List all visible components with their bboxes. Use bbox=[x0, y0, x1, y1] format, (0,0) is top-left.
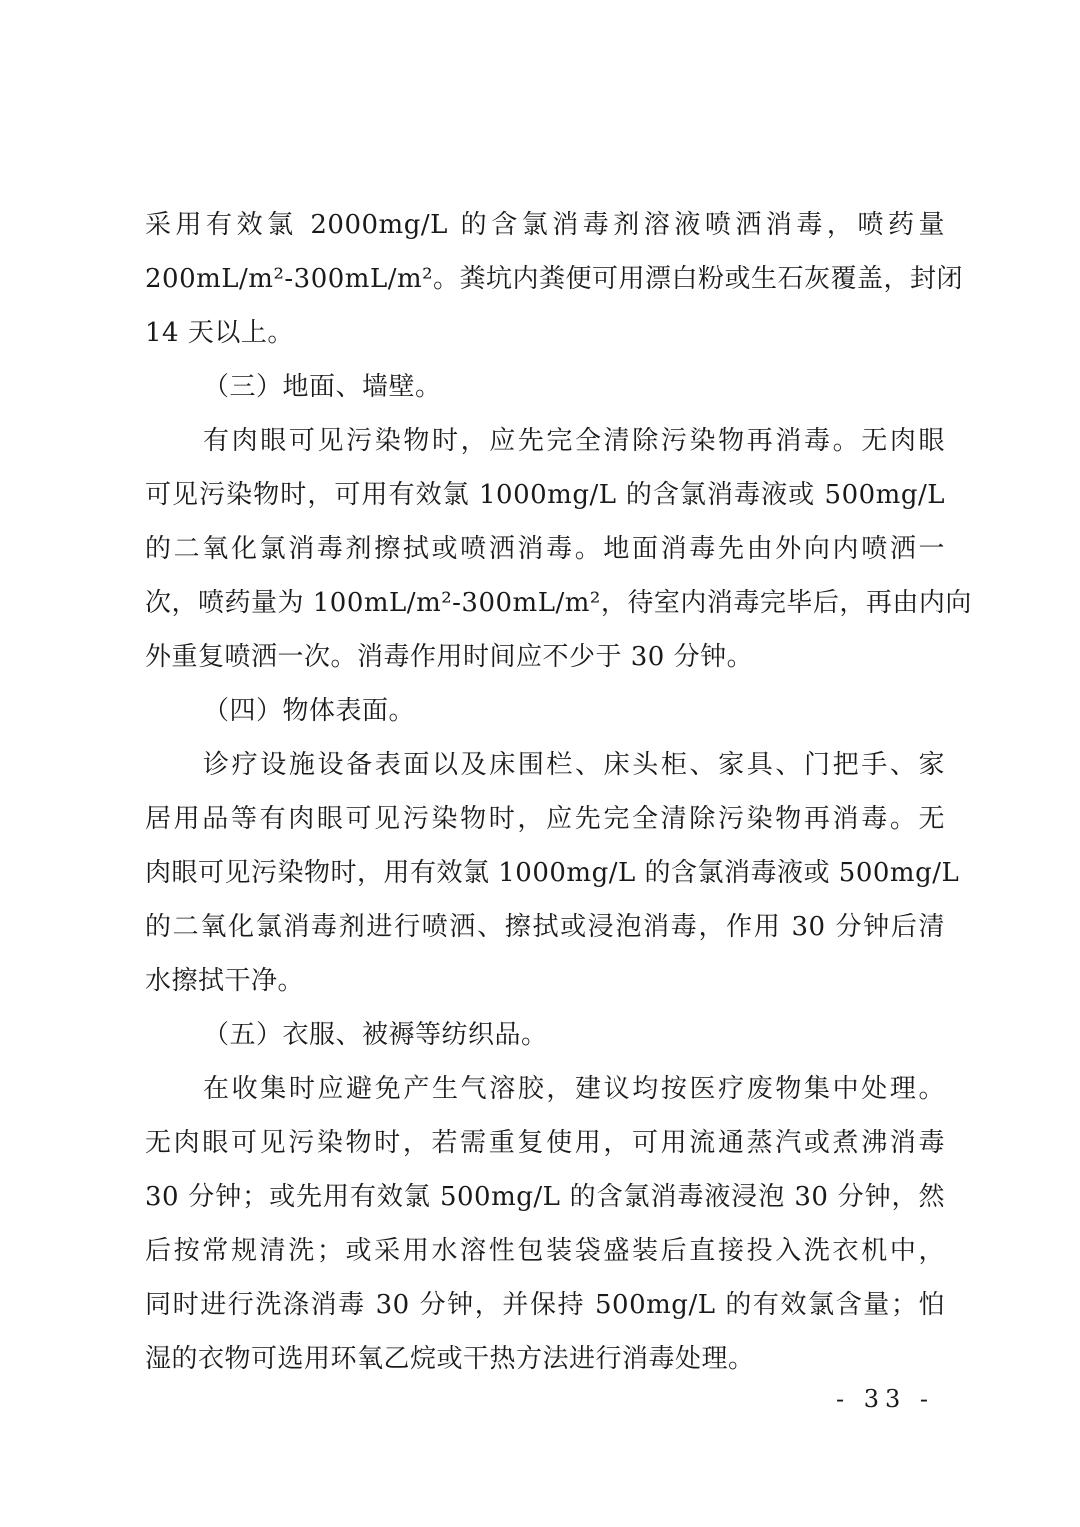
paragraph-line: 同时进行洗涤消毒 30 分钟，并保持 500mg/L 的有效氯含量；怕 bbox=[145, 1290, 945, 1320]
section-heading-textiles: （五）衣服、被褥等纺织品。 bbox=[203, 1020, 548, 1050]
paragraph-line: 的二氧化氯消毒剂擦拭或喷洒消毒。地面消毒先由外向内喷洒一 bbox=[145, 534, 945, 564]
paragraph-line: 在收集时应避免产生气溶胶，建议均按医疗废物集中处理。 bbox=[203, 1074, 945, 1104]
paragraph-line: 采用有效氯 2000mg/L 的含氯消毒剂溶液喷洒消毒，喷药量 bbox=[145, 210, 945, 240]
section-heading-walls: （三）地面、墙壁。 bbox=[203, 372, 442, 402]
paragraph-line: 无肉眼可见污染物时，若需重复使用，可用流通蒸汽或煮沸消毒 bbox=[145, 1128, 945, 1158]
paragraph-line: 14 天以上。 bbox=[145, 318, 294, 348]
paragraph-line: 居用品等有肉眼可见污染物时，应先完全清除污染物再消毒。无 bbox=[145, 804, 945, 834]
paragraph-line: 后按常规清洗；或采用水溶性包装袋盛装后直接投入洗衣机中， bbox=[145, 1236, 945, 1266]
paragraph-line: 的二氧化氯消毒剂进行喷洒、擦拭或浸泡消毒，作用 30 分钟后清 bbox=[145, 912, 945, 942]
paragraph-line: 肉眼可见污染物时，用有效氯 1000mg/L 的含氯消毒液或 500mg/L bbox=[145, 858, 960, 888]
paragraph-line: 200mL/m²-300mL/m²。粪坑内粪便可用漂白粉或生石灰覆盖，封闭 bbox=[145, 264, 964, 294]
paragraph-line: 水擦拭干净。 bbox=[145, 966, 305, 996]
paragraph-line: 诊疗设施设备表面以及床围栏、床头柜、家具、门把手、家 bbox=[203, 750, 945, 780]
paragraph-line: 可见污染物时，可用有效氯 1000mg/L 的含氯消毒液或 500mg/L bbox=[145, 480, 945, 510]
section-heading-surfaces: （四）物体表面。 bbox=[203, 696, 416, 726]
paragraph-line: 湿的衣物可选用环氧乙烷或干热方法进行消毒处理。 bbox=[145, 1344, 755, 1374]
paragraph-line: 有肉眼可见污染物时，应先完全清除污染物再消毒。无肉眼 bbox=[203, 426, 945, 456]
paragraph-line: 次，喷药量为 100mL/m²-300mL/m²，待室内消毒完毕后，再由内向 bbox=[145, 588, 972, 618]
paragraph-line: 外重复喷洒一次。消毒作用时间应不少于 30 分钟。 bbox=[145, 642, 754, 672]
paragraph-line: 30 分钟；或先用有效氯 500mg/L 的含氯消毒液浸泡 30 分钟，然 bbox=[145, 1182, 945, 1212]
page-number: - 33 - bbox=[836, 1385, 935, 1413]
document-page bbox=[145, 198, 972, 1386]
